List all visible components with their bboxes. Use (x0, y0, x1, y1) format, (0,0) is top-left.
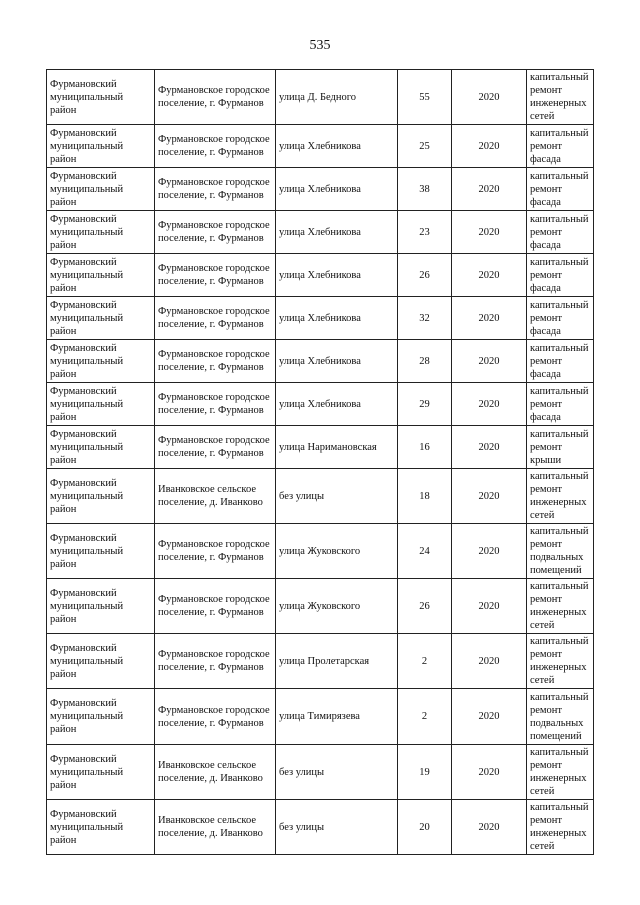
settlement-cell: Фурмановское городское поселение, г. Фурманов (155, 426, 276, 469)
house-number-cell: 32 (398, 297, 452, 340)
year-cell: 2020 (452, 254, 527, 297)
settlement-cell: Иванковское сельское поселение, д. Иванково (155, 800, 276, 855)
district-cell: Фурмановский муниципальный район (47, 168, 155, 211)
work-type-cell: капитальный ремонт фасада (527, 125, 594, 168)
district-cell: Фурмановский муниципальный район (47, 70, 155, 125)
house-number-cell: 38 (398, 168, 452, 211)
house-number-cell: 16 (398, 426, 452, 469)
house-number-cell: 55 (398, 70, 452, 125)
street-cell: улица Тимирязева (276, 689, 398, 745)
year-cell: 2020 (452, 800, 527, 855)
work-type-cell: капитальный ремонт инженерных сетей (527, 579, 594, 634)
settlement-cell: Иванковское сельское поселение, д. Иванково (155, 469, 276, 524)
table-row (47, 800, 594, 855)
district-cell: Фурмановский муниципальный район (47, 579, 155, 634)
table-row (47, 579, 594, 634)
work-type-cell: капитальный ремонт инженерных сетей (527, 800, 594, 855)
district-cell: Фурмановский муниципальный район (47, 745, 155, 800)
street-cell: улица Наримановская (276, 426, 398, 469)
table-row (47, 426, 594, 469)
settlement-cell: Фурмановское городское поселение, г. Фурманов (155, 689, 276, 745)
house-number-cell: 28 (398, 340, 452, 383)
house-number-cell: 25 (398, 125, 452, 168)
work-type-cell: капитальный ремонт крыши (527, 426, 594, 469)
work-type-cell: капитальный ремонт инженерных сетей (527, 634, 594, 689)
street-cell: улица Д. Бедного (276, 70, 398, 125)
house-number-cell: 23 (398, 211, 452, 254)
year-cell: 2020 (452, 70, 527, 125)
district-cell: Фурмановский муниципальный район (47, 211, 155, 254)
street-cell: улица Хлебникова (276, 168, 398, 211)
district-cell: Фурмановский муниципальный район (47, 297, 155, 340)
house-number-cell: 2 (398, 634, 452, 689)
settlement-cell: Фурмановское городское поселение, г. Фурманов (155, 634, 276, 689)
work-type-cell: капитальный ремонт инженерных сетей (527, 745, 594, 800)
table-row (47, 469, 594, 524)
settlement-cell: Фурмановское городское поселение, г. Фурманов (155, 211, 276, 254)
district-cell: Фурмановский муниципальный район (47, 469, 155, 524)
district-cell: Фурмановский муниципальный район (47, 524, 155, 579)
year-cell: 2020 (452, 383, 527, 426)
year-cell: 2020 (452, 579, 527, 634)
table-row (47, 168, 594, 211)
work-type-cell: капитальный ремонт инженерных сетей (527, 70, 594, 125)
house-number-cell: 20 (398, 800, 452, 855)
work-type-cell: капитальный ремонт подвальных помещений (527, 689, 594, 745)
table-row (47, 383, 594, 426)
page-number: 535 (309, 38, 331, 53)
district-cell: Фурмановский муниципальный район (47, 800, 155, 855)
year-cell: 2020 (452, 426, 527, 469)
settlement-cell: Фурмановское городское поселение, г. Фурманов (155, 340, 276, 383)
street-cell: улица Хлебникова (276, 125, 398, 168)
settlement-cell: Фурмановское городское поселение, г. Фурманов (155, 524, 276, 579)
table-row (47, 340, 594, 383)
work-type-cell: капитальный ремонт подвальных помещений (527, 524, 594, 579)
table-row (47, 125, 594, 168)
district-cell: Фурмановский муниципальный район (47, 340, 155, 383)
year-cell: 2020 (452, 469, 527, 524)
year-cell: 2020 (452, 524, 527, 579)
year-cell: 2020 (452, 125, 527, 168)
settlement-cell: Фурмановское городское поселение, г. Фурманов (155, 254, 276, 297)
district-cell: Фурмановский муниципальный район (47, 689, 155, 745)
house-number-cell: 26 (398, 579, 452, 634)
year-cell: 2020 (452, 689, 527, 745)
district-cell: Фурмановский муниципальный район (47, 254, 155, 297)
house-number-cell: 24 (398, 524, 452, 579)
table-row (47, 745, 594, 800)
settlement-cell: Фурмановское городское поселение, г. Фурманов (155, 579, 276, 634)
year-cell: 2020 (452, 297, 527, 340)
street-cell: без улицы (276, 800, 398, 855)
street-cell: улица Жуковского (276, 524, 398, 579)
table-body (47, 70, 594, 855)
settlement-cell: Фурмановское городское поселение, г. Фурманов (155, 125, 276, 168)
street-cell: улица Хлебникова (276, 383, 398, 426)
year-cell: 2020 (452, 340, 527, 383)
table-row (47, 634, 594, 689)
street-cell: улица Пролетарская (276, 634, 398, 689)
table-row (47, 524, 594, 579)
year-cell: 2020 (452, 745, 527, 800)
house-number-cell: 26 (398, 254, 452, 297)
district-cell: Фурмановский муниципальный район (47, 125, 155, 168)
district-cell: Фурмановский муниципальный район (47, 426, 155, 469)
year-cell: 2020 (452, 168, 527, 211)
work-type-cell: капитальный ремонт фасада (527, 297, 594, 340)
district-cell: Фурмановский муниципальный район (47, 383, 155, 426)
house-number-cell: 19 (398, 745, 452, 800)
table-row (47, 689, 594, 745)
house-number-cell: 29 (398, 383, 452, 426)
street-cell: улица Хлебникова (276, 297, 398, 340)
district-cell: Фурмановский муниципальный район (47, 634, 155, 689)
year-cell: 2020 (452, 211, 527, 254)
work-type-cell: капитальный ремонт фасада (527, 168, 594, 211)
table-row (47, 297, 594, 340)
settlement-cell: Фурмановское городское поселение, г. Фурманов (155, 297, 276, 340)
street-cell: без улицы (276, 469, 398, 524)
table-row (47, 211, 594, 254)
work-type-cell: капитальный ремонт инженерных сетей (527, 469, 594, 524)
street-cell: улица Хлебникова (276, 211, 398, 254)
settlement-cell: Фурмановское городское поселение, г. Фурманов (155, 383, 276, 426)
settlement-cell: Иванковское сельское поселение, д. Иванково (155, 745, 276, 800)
work-type-cell: капитальный ремонт фасада (527, 211, 594, 254)
street-cell: без улицы (276, 745, 398, 800)
housing-repair-table (46, 69, 594, 855)
work-type-cell: капитальный ремонт фасада (527, 340, 594, 383)
table-row (47, 254, 594, 297)
table-row (47, 70, 594, 125)
year-cell: 2020 (452, 634, 527, 689)
house-number-cell: 18 (398, 469, 452, 524)
street-cell: улица Хлебникова (276, 340, 398, 383)
work-type-cell: капитальный ремонт фасада (527, 383, 594, 426)
house-number-cell: 2 (398, 689, 452, 745)
settlement-cell: Фурмановское городское поселение, г. Фурманов (155, 168, 276, 211)
settlement-cell: Фурмановское городское поселение, г. Фурманов (155, 70, 276, 125)
street-cell: улица Жуковского (276, 579, 398, 634)
street-cell: улица Хлебникова (276, 254, 398, 297)
work-type-cell: капитальный ремонт фасада (527, 254, 594, 297)
